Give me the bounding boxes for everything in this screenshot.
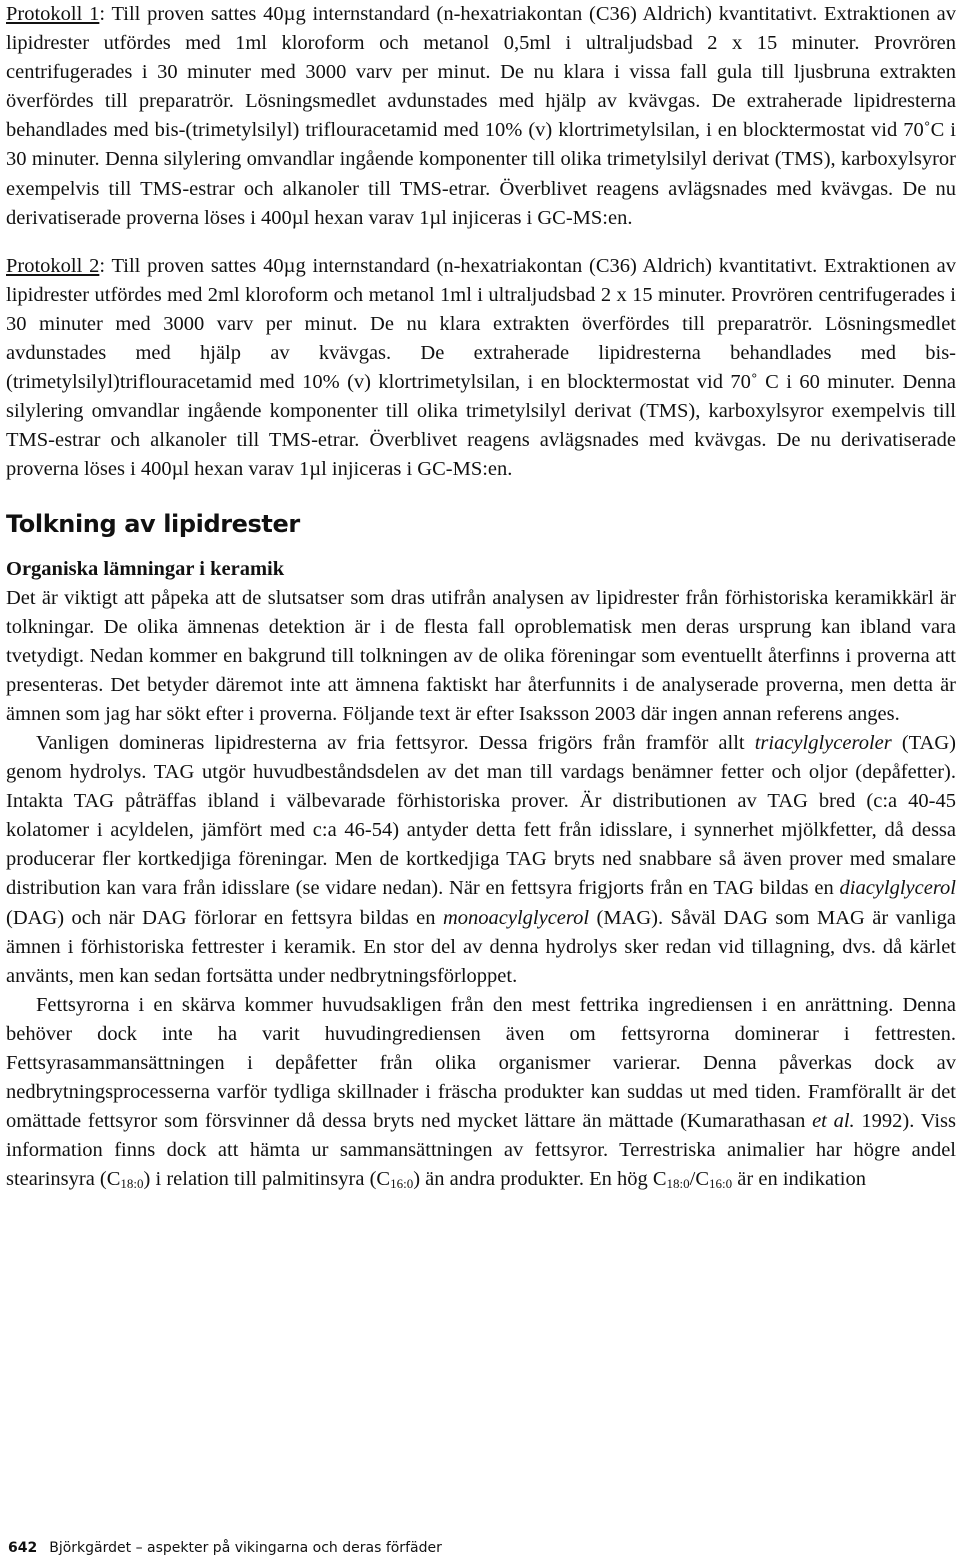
protocol-1-text: : Till proven sattes 40µg internstandard (n-hexatriakontan (C36) Aldrich) kvantitativt. Extraktionen av lipidrester utfördes med 1ml kloroform och metanol 0,5ml i ultraljudsbad 2 x 15 minuter. Provrören centrifugerades i 30 minuter med 3000 varv per minut. De nu klara i vissa fall gula till ljusbruna extrakten överfördes till preparatrör. Lösningsmedlet avdunstades med hjälp av kvävgas. De extraherade lipidresterna behandlades med bis-(trimetylsilyl) triflouracetamid med 10% (v) klortrimetylsilan, i en blocktermostat vid 70˚C i 30 minuter. Denna silylering omvandlar ingående komponenter till olika trimetylsilyl derivat (TMS), karboxylsyror exempelvis till TMS-estrar och alkanoler till TMS-etrar. Överblivet reagens avlägsnades med kvävgas. De nu derivatiserade proverna löses i 400µl hexan varav 1µl injiceras i GC-MS:en. [6, 3, 956, 229]
section-heading: Tolkning av lipidrester [6, 509, 300, 538]
et-al-italic: et al. [812, 1110, 855, 1133]
fa-text-e: /C [689, 1168, 710, 1191]
subscript-c16-ratio: 16:0 [709, 1176, 733, 1192]
fa-text-c: ) i relation till palmitinsyra (C [143, 1168, 391, 1191]
document-page [6, 0, 956, 1194]
protocol-2-paragraph [6, 252, 956, 485]
subscript-c18-ratio: 18:0 [666, 1176, 690, 1192]
book-title: Björkgärdet – aspekter på vikingarna och deras förfäder [49, 1540, 442, 1556]
tag-paragraph [6, 729, 956, 991]
fatty-acids-paragraph [6, 991, 956, 1195]
page-footer [8, 1540, 442, 1556]
subscript-c16: 16:0 [390, 1176, 414, 1192]
fa-text-b: 1992). Viss information finns dock att hämta ur sammansättningen av fettsyror. Terrestriska animalier har högre andel stearinsyra (C [6, 1110, 956, 1191]
fa-text-d: ) än andra produkter. En hög C [413, 1168, 667, 1191]
protocol-2-label: Protokoll 2 [6, 254, 100, 277]
protocol-2-text: : Till proven sattes 40µg internstandard (n-hexatriakontan (C36) Aldrich) kvantitativt. Extraktionen av lipidrester utfördes med 2ml kloroform och metanol 1ml i ultraljudsbad 2 x 15 minuter. Provrören centrifugerades i 30 minuter med 3000 varv per minut. De nu klara extrakten överfördes till preparatrör. Lösningsmedlet avdunstades med hjälp av kvävgas. De extraherade lipidresterna behandlades med bis-(trimetylsilyl)triflouracetamid med 10% (v) klortrimetylsilan, i en blocktermostat vid 70˚ C i 60 minuter. Denna silylering omvandlar ingående komponenter till olika trimetylsilyl derivat (TMS), karboxylsyror exempelvis till TMS-estrar och alkanoler till TMS-etrar. Överblivet reagens avlägsnades med kvävgas. De nu derivatiserade proverna löses i 400µl hexan varav 1µl injiceras i GC-MS:en. [6, 254, 956, 481]
subscript-c18: 18:0 [120, 1176, 144, 1192]
protocol-1-label: Protokoll 1 [6, 3, 100, 25]
tag-text-b: (TAG) genom hydrolys. TAG utgör huvudbeståndsdelen av det man till vardags benämner fetter och oljor (depåfetter). Intakta TAG påträffas ibland i välbevarade förhistoriska prover. Är distributionen av TAG bred (c:a 40-45 kolatomer i acyldelen, jämfört med c:a 46-54) antyder detta fett från idisslare, i synnerhet mjölkfetter, då dessa producerar fler kortkedjiga föreningar. Men de kortkedjiga TAG bryts ned snabbare så även prover med smalare distribution kan vara från idisslare (se vidare nedan). När en fettsyra frigjorts från en TAG bildas en [6, 731, 956, 900]
tag-text-c: (DAG) och när DAG förlorar en fettsyra bildas en [6, 906, 443, 929]
fa-text-f: är en indikation [732, 1168, 866, 1191]
fa-text-a: Fettsyrorna i en skärva kommer huvudsakligen från den mest fettrika ingrediensen i en anrättning. Denna behöver dock inte ha varit huvudingrediensen även om fettsyrorna dominerar i fettresten. Fettsyrasammansättningen i depåfetter från olika organismer varierar. Denna påverkas dock av nedbrytningsprocesserna varför tydliga skillnader i fräscha produkter kan suddas ut med tiden. Framförallt är det omättade fettsyror som försvinner då dessa bryts ned mycket lättare än mättade (Kumarathasan [6, 993, 956, 1133]
tag-text-d: (MAG). Såväl DAG som MAG är vanliga ämnen i förhistoriska fettrester i keramik. En stor del av denna hydrolys sker redan vid tillagning, dvs. då kärlet använts, men kan sedan fortsätta under nedbrytningsförloppet. [6, 906, 956, 987]
term-diacylglycerol: diacylglycerol [839, 877, 956, 900]
page-number: 642 [8, 1540, 38, 1556]
intro-paragraph: Det är viktigt att påpeka att de slutsatser som dras utifrån analysen av lipidrester från förhistoriska keramikkärl är tolkningar. De olika ämnenas detektion är i de flesta fall oproblematisk men deras ursprung kan ibland vara tvetydigt. Nedan kommer en bakgrund till tolkningen av de olika föreningar som eventuellt återfinns i proverna att presenteras. Det betyder däremot inte att ämnena faktiskt har återfunnits i de analyserade proverna, men detta är ämnen som jag har sökt efter i proverna. Följande text är efter Isaksson 2003 där ingen annan referens anges. [6, 586, 956, 725]
term-monoacylglycerol: monoacylglycerol [442, 906, 590, 929]
subsection-heading: Organiska lämningar i keramik [6, 557, 285, 580]
protocol-1-paragraph [6, 0, 956, 233]
tag-text-a: Vanligen domineras lipidresterna av fria fettsyror. Dessa frigörs från framför allt [36, 731, 755, 754]
term-triacylglyceroler: triacylglyceroler [754, 731, 892, 754]
